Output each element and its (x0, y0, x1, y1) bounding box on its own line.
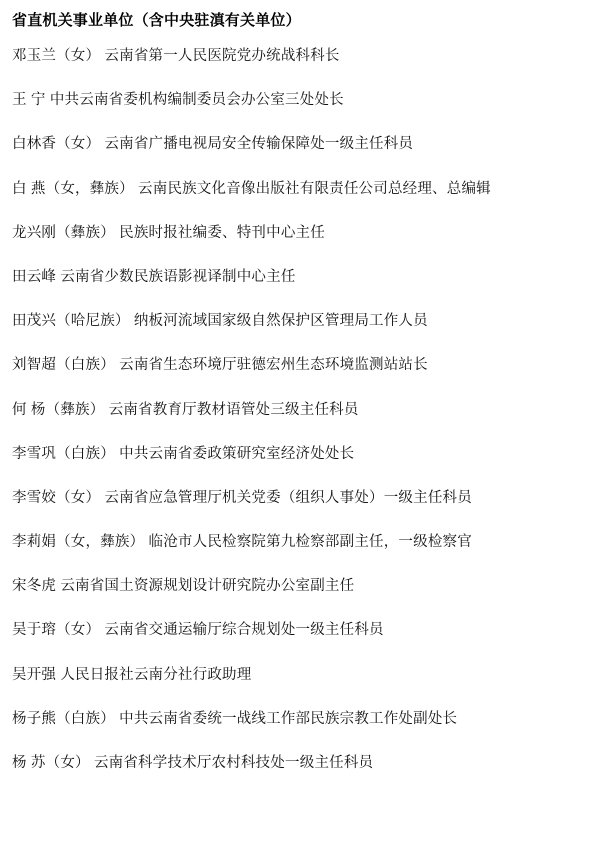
list-item: 邓玉兰（女） 云南省第一人民医院党办统战科科长 (12, 48, 340, 64)
list-item: 白 燕（女，彝族） 云南民族文化音像出版社有限责任公司总经理、总编辑 (12, 180, 491, 197)
list-item: 吴于瑢（女） 云南省交通运输厅综合规划处一级主任科员 (12, 622, 384, 639)
list-item: 吴开强 人民日报社云南分社行政助理 (12, 666, 252, 683)
list-item: 田茂兴（哈尼族） 纳板河流域国家级自然保护区管理局工作人员 (12, 313, 428, 330)
name-list (12, 46, 592, 773)
list-item: 龙兴刚（彝族） 民族时报社编委、特刊中心主任 (12, 224, 325, 241)
list-item: 李雪巩（白族） 中共云南省委政策研究室经济处处长 (12, 445, 355, 462)
list-item: 杨子熊（白族） 中共云南省委统一战线工作部民族宗教工作处副处长 (12, 710, 458, 727)
list-item: 李莉娟（女，彝族） 临沧市人民检察院第九检察部副主任，一级检察官 (12, 534, 472, 551)
list-item: 王 宁 中共云南省委机构编制委员会办公室三处处长 (12, 92, 344, 109)
list-item: 何 杨（彝族） 云南省教育厅教材语管处三级主任科员 (12, 401, 359, 418)
list-item: 李雪姣（女） 云南省应急管理厅机关党委（组织人事处）一级主任科员 (12, 489, 472, 506)
list-item: 刘智超（白族） 云南省生态环境厅驻德宏州生态环境监测站站长 (12, 357, 428, 374)
list-item: 宋冬虎 云南省国土资源规划设计研究院办公室副主任 (12, 578, 355, 595)
list-item: 白林香（女） 云南省广播电视局安全传输保障处一级主任科员 (12, 136, 414, 153)
list-item: 田云峰 云南省少数民族语影视译制中心主任 (12, 268, 296, 285)
list-item: 杨 苏（女） 云南省科学技术厅农村科技处一级主任科员 (12, 755, 374, 771)
page-title: 省直机关事业单位（含中央驻滇有关单位） (12, 12, 301, 29)
